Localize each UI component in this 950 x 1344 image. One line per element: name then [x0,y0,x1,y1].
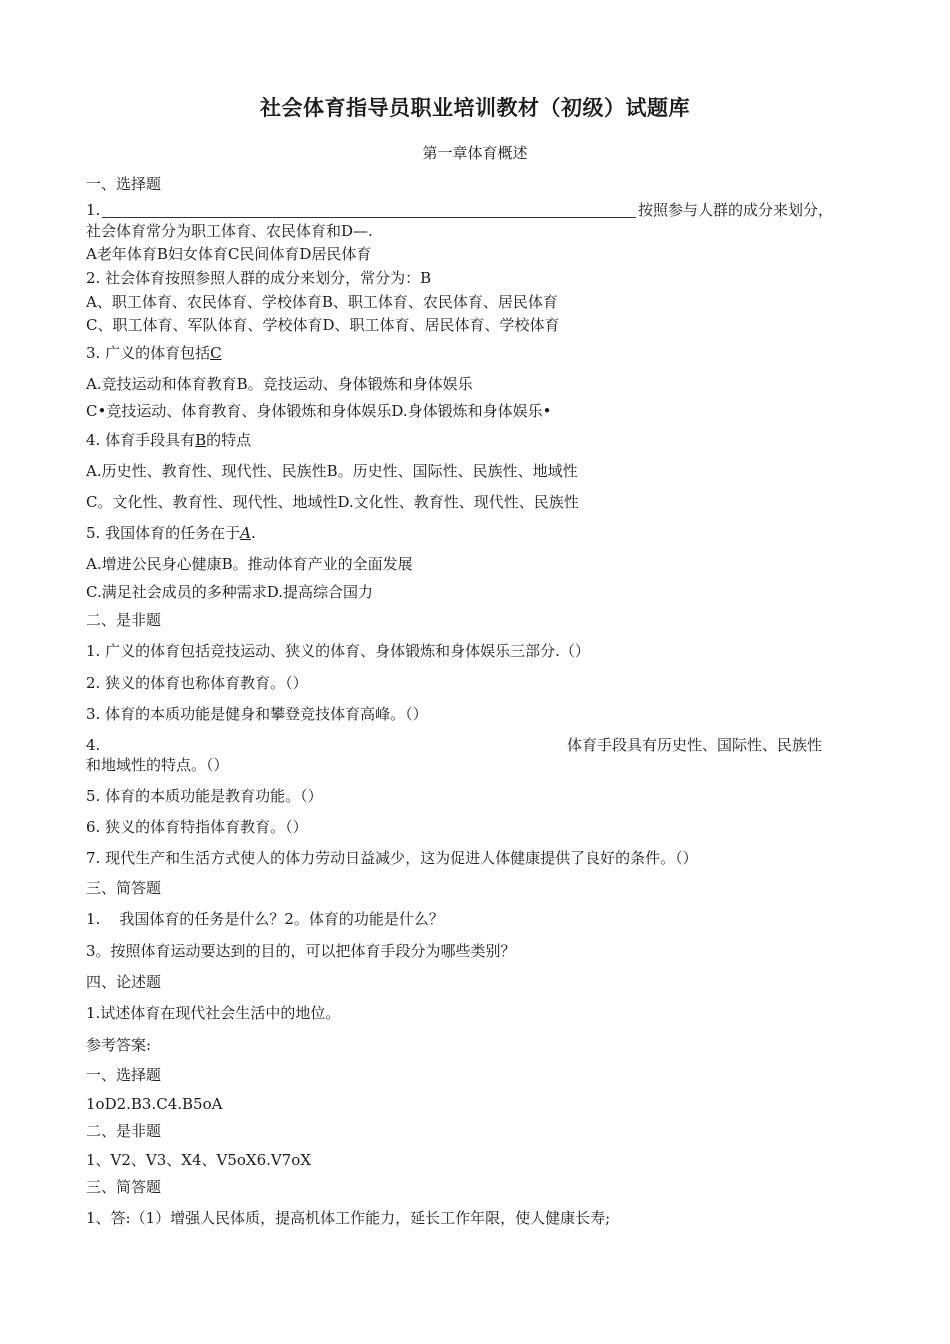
question-text [86,430,251,450]
truefalse-item: 体育手段具有历史性、国际性、民族性 [567,736,823,754]
question-text: 社会体育常分为职工体育、农民体育和D—. [86,222,373,240]
question-options: C.满足社会成员的多种需求D.提高综合国力 [86,583,373,601]
answers-section-heading: 一、选择题 [86,1066,162,1084]
answer-underlined: C [210,344,222,362]
question-number: 1. [86,201,101,219]
question-options: A.增进公民身心健康B。推动体育产业的全面发展 [86,555,413,573]
truefalse-number: 4. [86,736,101,754]
truefalse-item: 3. 体育的本质功能是健身和攀登竞技体育高峰。（） [86,705,428,723]
section-heading-choice: 一、选择题 [86,175,162,193]
question-options: A.竞技运动和体育教育B。竞技运动、身体锻炼和身体娱乐 [86,375,473,393]
answer-underlined: B [195,431,207,449]
section-heading-truefalse: 二、是非题 [86,611,162,629]
answers-truefalse: 1、V2、V3、X4、V5oX6.V7oX [86,1151,312,1169]
truefalse-item: 2. 狭义的体育也称体育教育。（） [86,674,308,692]
section-heading-essay: 四、论述题 [86,973,162,991]
answers-heading: 参考答案: [86,1036,152,1054]
question-options: A、职工体育、农民体育、学校体育B、职工体育、农民体育、居民体育 [86,293,558,311]
truefalse-item: 1. 广义的体育包括竞技运动、狭义的体育、身体锻炼和身体娱乐三部分.（） [86,642,590,660]
question-stem-end: 的特点 [206,431,252,449]
section-heading-short-answer: 三、简答题 [86,879,162,897]
question-text: 2. 社会体育按照参照人群的成分来划分，常分为：B [86,269,432,287]
question-stem: 4. 体育手段具有 [86,431,196,449]
question-options: C。文化性、教育性、现代性、地域性D.文化性、教育性、现代性、民族性 [86,493,579,511]
question-text [86,523,256,543]
short-answer-question: 3。按照体育运动要达到的目的，可以把体育手段分为哪些类别？ [86,942,516,960]
answer-underlined: A [240,524,251,542]
truefalse-item: 7. 现代生产和生活方式使人的体力劳动日益减少，这为促进人体健康提供了良好的条件。（） [86,849,698,867]
question-options: A老年体育B妇女体育C民间体育D居民体育 [86,245,372,263]
essay-question: 1.试述体育在现代社会生活中的地位。 [86,1004,341,1022]
chapter-heading: 第一章体育概述 [422,144,528,162]
fill-in-blank-line [102,217,636,218]
answers-short-answer: 1、答:（1）增强人民体质，提高机体工作能力，延长工作年限，使人健康长寿; [86,1209,611,1227]
question-options: A.历史性、教育性、现代性、民族性B。历史性、国际性、民族性、地域性 [86,462,578,480]
question-stem-end: . [250,524,256,542]
question-text [86,343,222,363]
question-options: C•竞技运动、体育教育、身体锻炼和身体娱乐D.身体锻炼和身体娱乐• [86,402,552,420]
truefalse-item: 和地域性的特点。（） [86,756,229,774]
question-stem: 5. 我国体育的任务在于 [86,524,241,542]
truefalse-item: 5. 体育的本质功能是教育功能。（） [86,787,323,805]
answers-section-heading: 三、简答题 [86,1178,162,1196]
truefalse-item: 6. 狭义的体育特指体育教育。（） [86,818,308,836]
document-title: 社会体育指导员职业培训教材（初级）试题库 [260,96,690,120]
answers-choice: 1oD2.B3.C4.B5oA [86,1095,223,1113]
question-text: 按照参与人群的成分来划分， [638,201,834,219]
answers-section-heading: 二、是非题 [86,1122,162,1140]
question-stem: 3. 广义的体育包括 [86,344,211,362]
question-options: C、职工体育、军队体育、学校体育D、职工体育、居民体育、学校体育 [86,316,560,334]
short-answer-question: 1. 我国体育的任务是什么？2。体育的功能是什么？ [86,910,444,928]
